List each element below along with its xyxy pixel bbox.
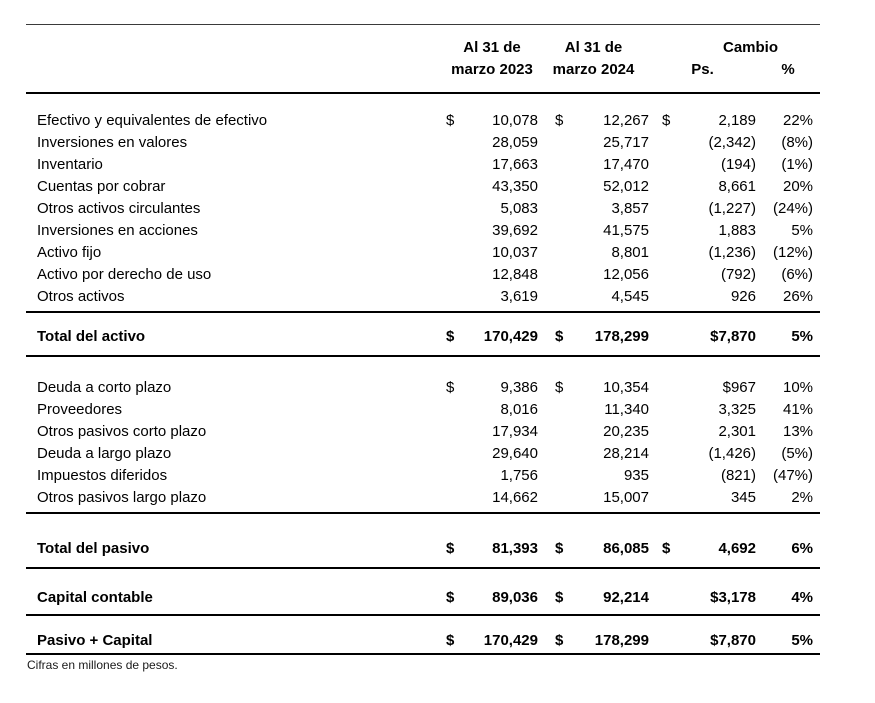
currency-symbol-2024 xyxy=(538,132,568,154)
value-cambio-pct: 5% xyxy=(756,312,820,356)
value-2023: 12,848 xyxy=(492,266,538,283)
row-label: Otros pasivos largo plazo xyxy=(26,487,446,513)
value-cambio-pct: 4% xyxy=(756,568,820,615)
col-header-cambio: Cambio xyxy=(723,39,779,56)
value-2024: 15,007 xyxy=(568,487,649,513)
value-2023: 14,662 xyxy=(476,487,538,513)
table-row-cuentas-cobrar xyxy=(26,176,820,198)
table-row-otros-pasivos-corto xyxy=(26,421,820,443)
table-row-capital-contable xyxy=(26,568,820,615)
row-label: Deuda a corto plazo xyxy=(37,379,172,396)
currency-symbol-cambio xyxy=(649,568,674,615)
currency-symbol-cambio xyxy=(649,421,674,443)
currency-symbol-2024: $ xyxy=(555,112,564,129)
table-row-deuda-corto-plazo xyxy=(26,356,820,399)
value-2024: 178,299 xyxy=(568,312,649,356)
value-2023: 89,036 xyxy=(476,568,538,615)
col-header-2024-line1: Al 31 de xyxy=(564,39,623,56)
table-row-otros-pasivos-largo xyxy=(26,487,820,513)
col-header-cambio-pct: % xyxy=(756,59,820,93)
header-spacer xyxy=(26,25,446,60)
value-2024: 11,340 xyxy=(604,401,649,418)
currency-symbol-cambio xyxy=(649,312,674,356)
value-2023: 17,663 xyxy=(492,156,538,173)
table-row-inversiones-valores xyxy=(26,132,820,154)
currency-symbol-cambio xyxy=(649,154,674,176)
value-2024: 3,857 xyxy=(611,200,649,217)
table-row-otros-activos-circulantes xyxy=(26,198,820,220)
row-label: Activo por derecho de uso xyxy=(37,266,212,283)
value-2023: 5,083 xyxy=(500,200,538,217)
row-label: Inversiones en valores xyxy=(37,134,188,151)
currency-symbol-2024 xyxy=(538,198,568,220)
currency-symbol-2024 xyxy=(538,154,568,176)
value-cambio-ps: 3,325 xyxy=(718,401,756,418)
value-cambio-pct: (12%) xyxy=(773,244,814,261)
row-label: Total del pasivo xyxy=(26,513,446,568)
row-label: Otros pasivos corto plazo xyxy=(37,423,207,440)
table-row-impuestos-diferidos xyxy=(26,465,820,487)
table-row-efectivo xyxy=(26,93,820,132)
currency-symbol-2023 xyxy=(446,220,476,242)
value-cambio-pct: 5% xyxy=(756,615,820,654)
currency-symbol-2023 xyxy=(446,399,476,421)
value-cambio-ps: 345 xyxy=(674,487,756,513)
value-cambio-pct: 6% xyxy=(756,513,820,568)
row-label: Activo fijo xyxy=(37,244,102,261)
value-cambio-pct: 20% xyxy=(782,178,814,195)
balance-sheet-table-wrap xyxy=(26,24,820,673)
currency-symbol-cambio xyxy=(649,465,674,487)
currency-symbol-2024 xyxy=(538,176,568,198)
header-row-2 xyxy=(26,59,820,93)
value-cambio-ps: 2,301 xyxy=(718,423,756,440)
value-2023: 10,037 xyxy=(492,244,538,261)
currency-symbol-cambio xyxy=(649,220,674,242)
currency-symbol-2024 xyxy=(538,220,568,242)
table-row-deuda-largo-plazo xyxy=(26,443,820,465)
row-label: Proveedores xyxy=(37,401,123,418)
value-2024: 8,801 xyxy=(611,244,649,261)
currency-symbol-2023 xyxy=(446,132,476,154)
currency-symbol-2024: $ xyxy=(538,513,568,568)
currency-symbol-2023 xyxy=(446,198,476,220)
table-row-total-pasivo xyxy=(26,513,820,568)
value-2024: 178,299 xyxy=(568,615,649,654)
value-2024: 20,235 xyxy=(603,423,649,440)
value-cambio-ps: 4,692 xyxy=(674,513,756,568)
currency-symbol-2024 xyxy=(538,242,568,264)
value-cambio-ps: (1,426) xyxy=(708,445,756,462)
value-2023: 1,756 xyxy=(500,467,538,484)
footnote: Cifras en millones de pesos. xyxy=(27,658,178,672)
value-cambio-pct: (24%) xyxy=(773,200,814,217)
table-row-otros-activos xyxy=(26,286,820,312)
currency-symbol-2023: $ xyxy=(446,513,476,568)
currency-symbol-2024 xyxy=(538,286,568,312)
value-2023: 9,386 xyxy=(500,379,538,396)
header-spacer xyxy=(26,59,446,93)
value-cambio-pct: 22% xyxy=(782,112,814,129)
value-cambio-pct: 5% xyxy=(791,222,814,239)
value-cambio-pct: (47%) xyxy=(773,467,814,484)
currency-symbol-cambio xyxy=(649,176,674,198)
value-2024: 41,575 xyxy=(603,222,649,239)
value-2023: 8,016 xyxy=(500,401,538,418)
value-cambio-ps: (194) xyxy=(720,156,756,173)
table-row-total-activo xyxy=(26,312,820,356)
currency-symbol-2023: $ xyxy=(446,312,476,356)
value-2024: 12,267 xyxy=(603,112,649,129)
table-row-inversiones-acciones xyxy=(26,220,820,242)
currency-symbol-2024 xyxy=(538,264,568,286)
value-2023: 17,934 xyxy=(492,423,538,440)
value-cambio-ps: 926 xyxy=(674,286,756,312)
value-cambio-ps: 1,883 xyxy=(718,222,756,239)
currency-symbol-cambio: $ xyxy=(662,112,671,129)
value-2024: 25,717 xyxy=(603,134,649,151)
row-label: Inventario xyxy=(37,156,103,173)
row-label: Otros activos xyxy=(26,286,446,312)
table-row-proveedores xyxy=(26,399,820,421)
currency-symbol-2024 xyxy=(538,399,568,421)
value-2024: 4,545 xyxy=(568,286,649,312)
value-cambio-ps: (1,227) xyxy=(708,200,756,217)
currency-symbol-cambio xyxy=(649,198,674,220)
value-cambio-ps: $3,178 xyxy=(674,568,756,615)
value-2023: 29,640 xyxy=(492,445,538,462)
value-cambio-ps: (821) xyxy=(720,467,756,484)
value-cambio-ps: $967 xyxy=(722,379,756,396)
currency-symbol-2024 xyxy=(538,421,568,443)
currency-symbol-2023: $ xyxy=(446,568,476,615)
table-row-inventario xyxy=(26,154,820,176)
row-label: Deuda a largo plazo xyxy=(37,445,172,462)
currency-symbol-cambio xyxy=(649,264,674,286)
col-header-2024-line2: marzo 2024 xyxy=(538,59,649,93)
value-2023: 3,619 xyxy=(476,286,538,312)
currency-symbol-2023 xyxy=(446,154,476,176)
value-cambio-pct: (1%) xyxy=(781,156,814,173)
value-2023: 81,393 xyxy=(476,513,538,568)
value-2023: 39,692 xyxy=(492,222,538,239)
value-cambio-pct: 10% xyxy=(782,379,814,396)
currency-symbol-2024 xyxy=(538,443,568,465)
balance-sheet-table xyxy=(26,24,820,655)
value-cambio-ps: (792) xyxy=(720,266,756,283)
currency-symbol-cambio xyxy=(649,399,674,421)
value-2024: 28,214 xyxy=(603,445,649,462)
row-label: Cuentas por cobrar xyxy=(37,178,166,195)
value-2024: 12,056 xyxy=(603,266,649,283)
currency-symbol-2024: $ xyxy=(538,568,568,615)
value-cambio-ps: 2,189 xyxy=(718,112,756,129)
currency-symbol-2023 xyxy=(446,487,476,513)
currency-symbol-2024: $ xyxy=(538,615,568,654)
value-2023: 28,059 xyxy=(492,134,538,151)
value-cambio-pct: 13% xyxy=(782,423,814,440)
row-label: Efectivo y equivalentes de efectivo xyxy=(37,112,268,129)
currency-symbol-2023 xyxy=(446,242,476,264)
header-row-1 xyxy=(26,25,820,60)
col-header-2023-line2: marzo 2023 xyxy=(446,59,538,93)
value-cambio-pct: 26% xyxy=(756,286,820,312)
currency-symbol-2024 xyxy=(538,487,568,513)
currency-symbol-cambio xyxy=(649,443,674,465)
currency-symbol-2024: $ xyxy=(555,379,564,396)
value-2023: 170,429 xyxy=(476,615,538,654)
currency-symbol-2023 xyxy=(446,421,476,443)
value-cambio-ps: 8,661 xyxy=(718,178,756,195)
currency-symbol-cambio xyxy=(649,132,674,154)
value-2024: 935 xyxy=(623,467,649,484)
currency-symbol-2023: $ xyxy=(446,112,455,129)
currency-symbol-cambio xyxy=(649,356,674,399)
value-2024: 10,354 xyxy=(603,379,649,396)
value-cambio-pct: (5%) xyxy=(781,445,814,462)
row-label: Total del activo xyxy=(26,312,446,356)
value-cambio-ps: (1,236) xyxy=(708,244,756,261)
col-header-cambio-ps: Ps. xyxy=(649,59,756,93)
currency-symbol-2023 xyxy=(446,176,476,198)
currency-symbol-cambio xyxy=(649,615,674,654)
table-row-activo-derecho-uso xyxy=(26,264,820,286)
currency-symbol-2023: $ xyxy=(446,379,455,396)
currency-symbol-cambio xyxy=(649,487,674,513)
currency-symbol-cambio: $ xyxy=(649,513,674,568)
value-2023: 170,429 xyxy=(476,312,538,356)
value-2023: 43,350 xyxy=(492,178,538,195)
value-cambio-ps: $7,870 xyxy=(674,615,756,654)
currency-symbol-2024: $ xyxy=(538,312,568,356)
row-label: Otros activos circulantes xyxy=(37,200,201,217)
value-2024: 92,214 xyxy=(568,568,649,615)
value-cambio-pct: 41% xyxy=(782,401,814,418)
row-label: Pasivo + Capital xyxy=(26,615,446,654)
currency-symbol-2023 xyxy=(446,465,476,487)
value-2024: 52,012 xyxy=(603,178,649,195)
value-cambio-pct: 2% xyxy=(756,487,820,513)
value-cambio-pct: (6%) xyxy=(781,266,814,283)
row-label: Capital contable xyxy=(26,568,446,615)
value-2024: 86,085 xyxy=(568,513,649,568)
table-row-activo-fijo xyxy=(26,242,820,264)
value-cambio-ps: (2,342) xyxy=(708,134,756,151)
table-row-pasivo-capital xyxy=(26,615,820,654)
value-2023: 10,078 xyxy=(492,112,538,129)
currency-symbol-cambio xyxy=(649,242,674,264)
currency-symbol-cambio xyxy=(649,286,674,312)
value-cambio-ps: $7,870 xyxy=(674,312,756,356)
currency-symbol-2024 xyxy=(538,465,568,487)
value-cambio-pct: (8%) xyxy=(781,134,814,151)
value-2024: 17,470 xyxy=(603,156,649,173)
row-label: Impuestos diferidos xyxy=(37,467,168,484)
currency-symbol-2023 xyxy=(446,264,476,286)
col-header-2023-line1: Al 31 de xyxy=(463,39,521,56)
currency-symbol-2023: $ xyxy=(446,615,476,654)
row-label: Inversiones en acciones xyxy=(37,222,198,239)
currency-symbol-2023 xyxy=(446,286,476,312)
currency-symbol-2023 xyxy=(446,443,476,465)
